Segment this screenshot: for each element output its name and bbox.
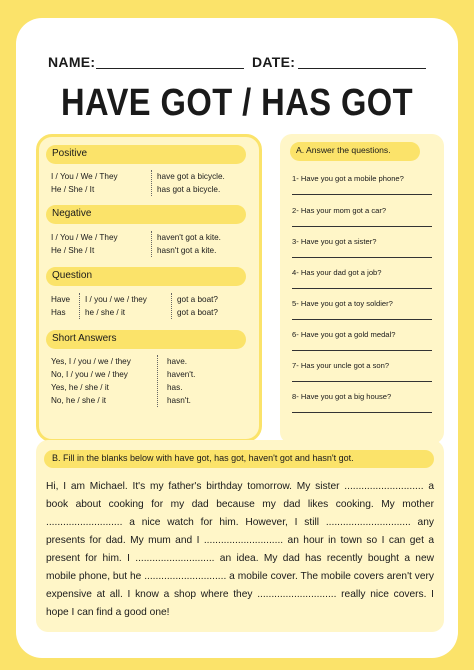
page-title: HAVE GOT / HAS GOT bbox=[60, 82, 414, 124]
question-pill: Question bbox=[46, 267, 246, 286]
story-paragraph: Hi, I am Michael. It's my father's birthday tomorrow. My sister ............................ a book about cooking for my dad because my dad likes cooking. My mother ........................... a nice watch for him. However, I still .............................. any presents for dad. My mum and I ............................ an hour in town so I can get a present for him. I ............................ an idea. My dad has recently bought a new mobile phone, but he ............................. a mobile cover. The mobile covers aren't very expensive at all. I know a shop where they ............................ really nice covers. I hope I can find a good one! bbox=[46, 481, 434, 618]
grammar-cell: I / You / We / They bbox=[51, 233, 118, 242]
grammar-cell: haven't. bbox=[167, 370, 196, 379]
grammar-cell: He / She / It bbox=[51, 185, 95, 194]
grammar-cell: I / You / We / They bbox=[51, 172, 118, 181]
name-line bbox=[96, 68, 244, 69]
answer-line[interactable] bbox=[292, 194, 432, 195]
question-item: 2- Has your mom got a car? bbox=[292, 206, 387, 215]
positive-forms bbox=[157, 170, 225, 196]
grammar-cell: Has bbox=[51, 308, 66, 317]
grammar-cell: Have bbox=[51, 295, 71, 304]
answer-line[interactable] bbox=[292, 350, 432, 351]
negative-pill: Negative bbox=[46, 205, 246, 224]
question-forms bbox=[177, 293, 218, 319]
answer-line[interactable] bbox=[292, 319, 432, 320]
short-answer-subjects bbox=[51, 355, 131, 407]
grammar-cell: has. bbox=[167, 383, 183, 392]
date-line bbox=[298, 68, 426, 69]
question-item: 7- Has your uncle got a son? bbox=[292, 361, 390, 370]
answer-line[interactable] bbox=[292, 288, 432, 289]
divider bbox=[151, 170, 152, 196]
answer-line[interactable] bbox=[292, 257, 432, 258]
positive-pill: Positive bbox=[46, 145, 246, 164]
name-label: NAME: bbox=[48, 54, 96, 70]
grammar-cell: haven't got a kite. bbox=[157, 233, 221, 242]
question-item: 5- Have you got a toy soldier? bbox=[292, 299, 393, 308]
grammar-cell: He / She / It bbox=[51, 246, 95, 255]
short-answer-forms bbox=[167, 355, 195, 407]
grammar-cell: have. bbox=[167, 357, 188, 366]
question-item: 8- Have you got a big house? bbox=[292, 392, 392, 401]
answer-line[interactable] bbox=[292, 381, 432, 382]
question-aux bbox=[51, 293, 70, 319]
grammar-cell: Yes, I / you / we / they bbox=[51, 357, 131, 366]
grammar-cell: hasn't. bbox=[167, 396, 191, 405]
fill-blanks-heading: B. Fill in the blanks below with have got, has got, haven't got and hasn't got. bbox=[44, 450, 434, 468]
grammar-cell: No, I / you / we / they bbox=[51, 370, 128, 379]
divider bbox=[171, 293, 172, 319]
short-answers-pill: Short Answers bbox=[46, 330, 246, 349]
grammar-cell: has got a bicycle. bbox=[157, 185, 221, 194]
grammar-cell: I / you / we / they bbox=[85, 295, 147, 304]
grammar-cell: got a boat? bbox=[177, 308, 218, 317]
question-item: 3- Have you got a sister? bbox=[292, 237, 377, 246]
question-item: 6- Have you got a gold medal? bbox=[292, 330, 396, 339]
divider bbox=[157, 355, 158, 407]
fill-blanks-panel bbox=[36, 440, 444, 632]
grammar-cell: have got a bicycle. bbox=[157, 172, 225, 181]
question-item: 1- Have you got a mobile phone? bbox=[292, 174, 404, 183]
worksheet bbox=[16, 18, 458, 658]
divider bbox=[151, 231, 152, 257]
negative-subjects bbox=[51, 231, 118, 257]
grammar-cell: Yes, he / she / it bbox=[51, 383, 109, 392]
negative-forms bbox=[157, 231, 221, 257]
grammar-cell: No, he / she / it bbox=[51, 396, 107, 405]
date-label: DATE: bbox=[252, 54, 296, 70]
grammar-cell: he / she / it bbox=[85, 308, 126, 317]
grammar-cell: got a boat? bbox=[177, 295, 218, 304]
question-subjects bbox=[85, 293, 147, 319]
answer-line[interactable] bbox=[292, 226, 432, 227]
questions-panel bbox=[280, 134, 444, 444]
questions-heading: A. Answer the questions. bbox=[290, 142, 420, 161]
answer-line[interactable] bbox=[292, 412, 432, 413]
positive-subjects bbox=[51, 170, 118, 196]
divider bbox=[79, 293, 80, 319]
question-item: 4- Has your dad got a job? bbox=[292, 268, 382, 277]
grammar-cell: hasn't got a kite. bbox=[157, 246, 217, 255]
grammar-panel bbox=[36, 134, 262, 442]
